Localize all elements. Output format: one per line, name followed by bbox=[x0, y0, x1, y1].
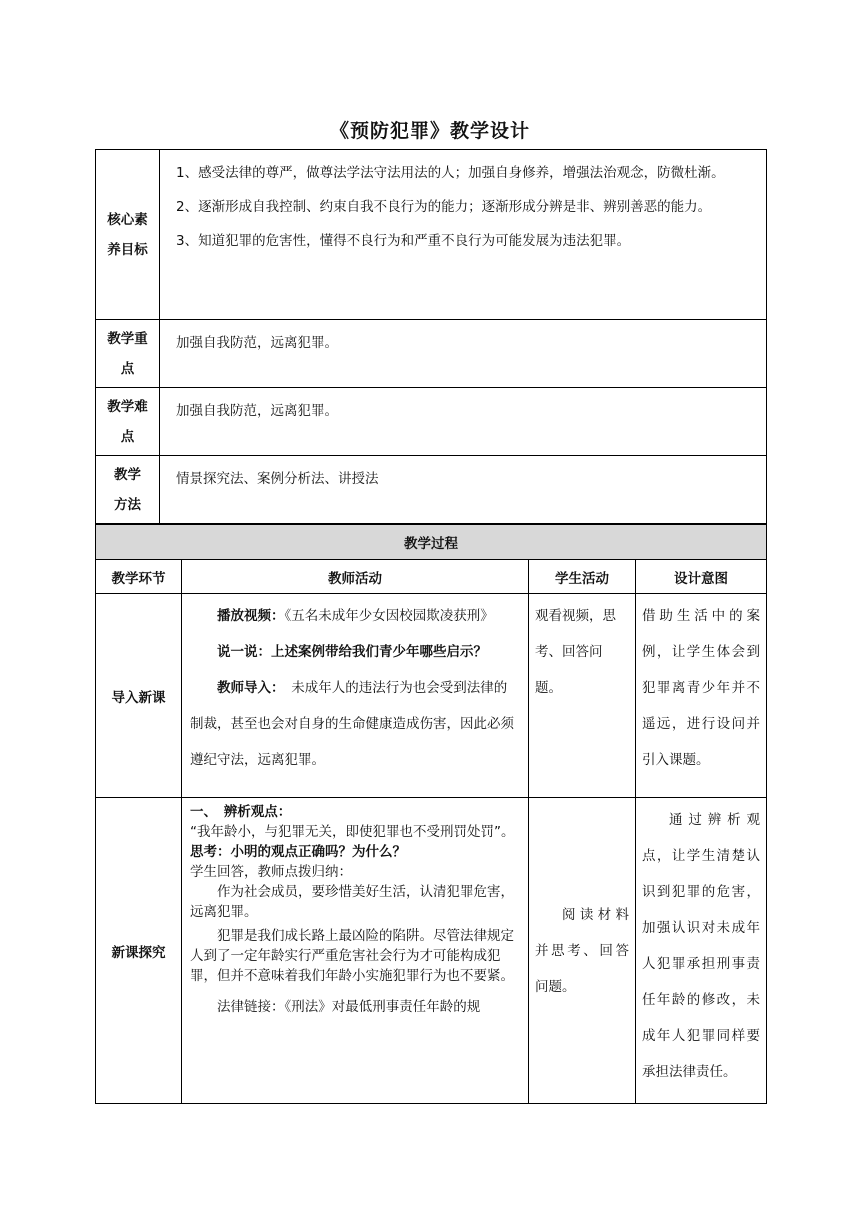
quote-text: “我年龄小，与犯罪无关，即使犯罪也不受刑罚处罚”。 bbox=[190, 824, 515, 840]
intro-teacher-activity bbox=[182, 594, 529, 798]
paragraph: 犯罪是我们成长路上最凶险的陷阱。尽管法律规定人到了一定年龄实行严重危害社会行为才可能构成犯罪，但并不意味着我们年龄小实施犯罪行为也不要紧。 bbox=[190, 928, 514, 984]
page-title: 《预防犯罪》教学设计 bbox=[329, 120, 530, 142]
explore-stage: 新课探究 bbox=[96, 798, 182, 1104]
methods-label: 教学方法 bbox=[96, 456, 160, 524]
explore-design-intent: 通过辨析观点，让学生清楚认识到犯罪的危害，加强认识对未成年人犯罪承担刑事责任年龄的修改，未成年人犯罪同样要承担法律责任。 bbox=[636, 798, 767, 1104]
video-title: 《五名未成年少女因校园欺凌获刑》 bbox=[284, 608, 494, 624]
answer-text: 学生回答，教师点拨归纳： bbox=[190, 864, 352, 880]
intro-row bbox=[96, 594, 767, 798]
key-points-label: 教学重点 bbox=[96, 320, 160, 388]
paragraph: 法律链接：《刑法》对最低刑事责任年龄的规 bbox=[217, 999, 481, 1015]
explore-heading: 一、 辨析观点： bbox=[190, 804, 292, 820]
key-points-row bbox=[96, 320, 767, 388]
discussion-prompt: 说一说：上述案例带给我们青少年哪些启示？ bbox=[217, 644, 487, 660]
overview-table bbox=[95, 149, 767, 524]
process-table bbox=[95, 524, 767, 1104]
explore-teacher-activity bbox=[182, 798, 529, 1104]
goals-content bbox=[160, 150, 767, 320]
process-header-row bbox=[96, 525, 767, 560]
explore-student-activity: 阅读材料并思考、回答问题。 bbox=[529, 798, 636, 1104]
difficulties-content: 加强自我防范，远离犯罪。 bbox=[160, 388, 767, 456]
methods-row bbox=[96, 456, 767, 524]
lead-label: 教师导入： bbox=[217, 680, 278, 696]
goals-row bbox=[96, 150, 767, 320]
lead-text: 未成年人的违法行为也会受到法律的制裁，甚至也会对自身的生命健康造成伤害，因此必须遵纪守法，远离犯罪。 bbox=[190, 680, 514, 768]
video-label: 播放视频： bbox=[217, 608, 285, 624]
explore-row bbox=[96, 798, 767, 1104]
difficulties-row bbox=[96, 388, 767, 456]
intro-student-activity: 观看视频，思考、回答问题。 bbox=[529, 594, 636, 798]
goal-item: 2、逐渐形成自我控制、约束自我不良行为的能力；逐渐形成分辨是非、辨别善恶的能力。 bbox=[176, 199, 712, 215]
column-header: 学生活动 bbox=[529, 560, 636, 594]
column-header: 设计意图 bbox=[636, 560, 767, 594]
process-header: 教学过程 bbox=[96, 525, 767, 560]
goals-label: 核心素养目标 bbox=[96, 150, 160, 320]
column-header: 教学环节 bbox=[96, 560, 182, 594]
paragraph: 作为社会成员，要珍惜美好生活，认清犯罪危害，远离犯罪。 bbox=[190, 884, 514, 920]
think-prompt: 思考：小明的观点正确吗？为什么？ bbox=[190, 844, 406, 860]
intro-stage: 导入新课 bbox=[96, 594, 182, 798]
column-header: 教师活动 bbox=[182, 560, 529, 594]
intro-design-intent: 借助生活中的案例，让学生体会到犯罪离青少年并不遥远，进行设问并引入课题。 bbox=[636, 594, 767, 798]
goal-item: 3、知道犯罪的危害性，懂得不良行为和严重不良行为可能发展为违法犯罪。 bbox=[176, 233, 631, 249]
difficulties-label: 教学难点 bbox=[96, 388, 160, 456]
column-header-row bbox=[96, 560, 767, 594]
methods-content: 情景探究法、案例分析法、讲授法 bbox=[160, 456, 767, 524]
goal-item: 1、感受法律的尊严，做尊法学法守法用法的人；加强自身修养，增强法治观念，防微杜渐。 bbox=[176, 165, 725, 181]
key-points-content: 加强自我防范，远离犯罪。 bbox=[160, 320, 767, 388]
